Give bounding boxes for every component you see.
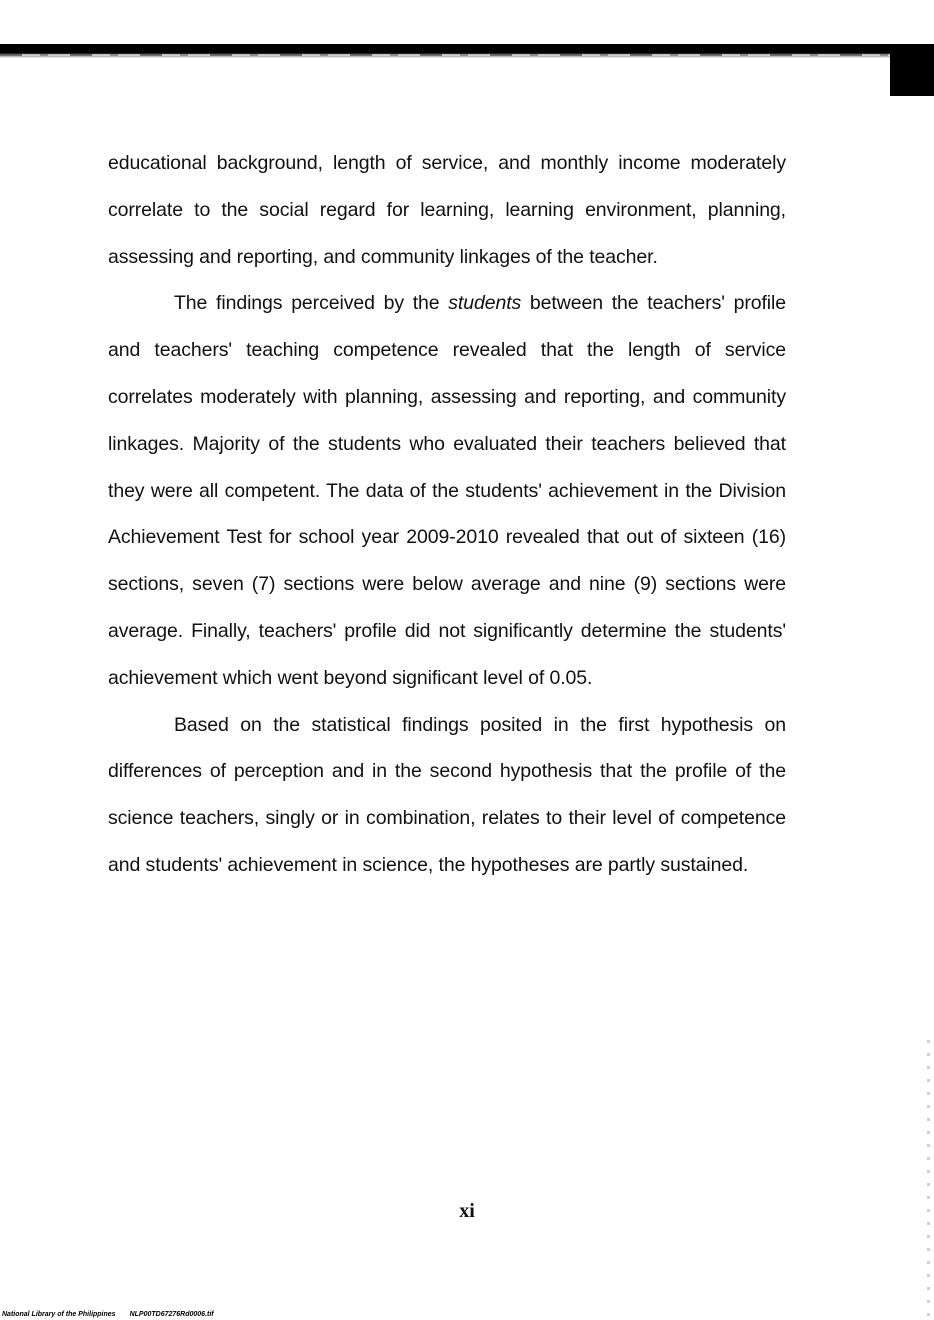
scan-edge-marks — [927, 1040, 930, 1320]
paragraph-2-emphasis: students — [448, 292, 522, 315]
scan-dust-line — [0, 54, 890, 56]
paragraph-1-text: educational background, length of service, and monthly income moderately correlate to the social regard for learning, learning environment, planning, assessing and reporting, and community linkages of the teacher. — [108, 152, 786, 268]
paragraph-2-text-after: between the teachers' profile and teachers' teaching competence revealed that the length of service correlates moderately with planning, assessing and reporting, and community linkages. Majority of the students who evaluated their teachers believed that they were all competent. The data of the students' achievement in the Division Achievement Test for school year 2009-2010 revealed that out of sixteen (16) sections, seven (7) sections were below average and nine (9) sections were average. Finally, teachers' profile did not significantly determine the students' achievement which went beyond significant level of 0.05. — [108, 292, 786, 689]
paragraph-3-text: Based on the statistical findings posited in the first hypothesis on differences of perception and in the second hypothesis that the profile of the science teachers, singly or in combination, relates to their level of competence and students' achievement in science, the hypotheses are partly sustained. — [108, 713, 786, 876]
paragraph-2 — [108, 280, 786, 701]
footer-file-id: NLP00TD67276Rd0006.tif — [129, 1311, 214, 1318]
paragraph-3 — [108, 702, 786, 889]
page-body — [108, 140, 786, 889]
paragraph-1 — [108, 140, 786, 280]
footer-stamp — [2, 1311, 214, 1318]
page-number: xi — [459, 1200, 475, 1222]
footer-library: National Library of the Philippines — [2, 1311, 116, 1318]
paragraph-2-text-before: The findings perceived by the — [174, 292, 449, 315]
